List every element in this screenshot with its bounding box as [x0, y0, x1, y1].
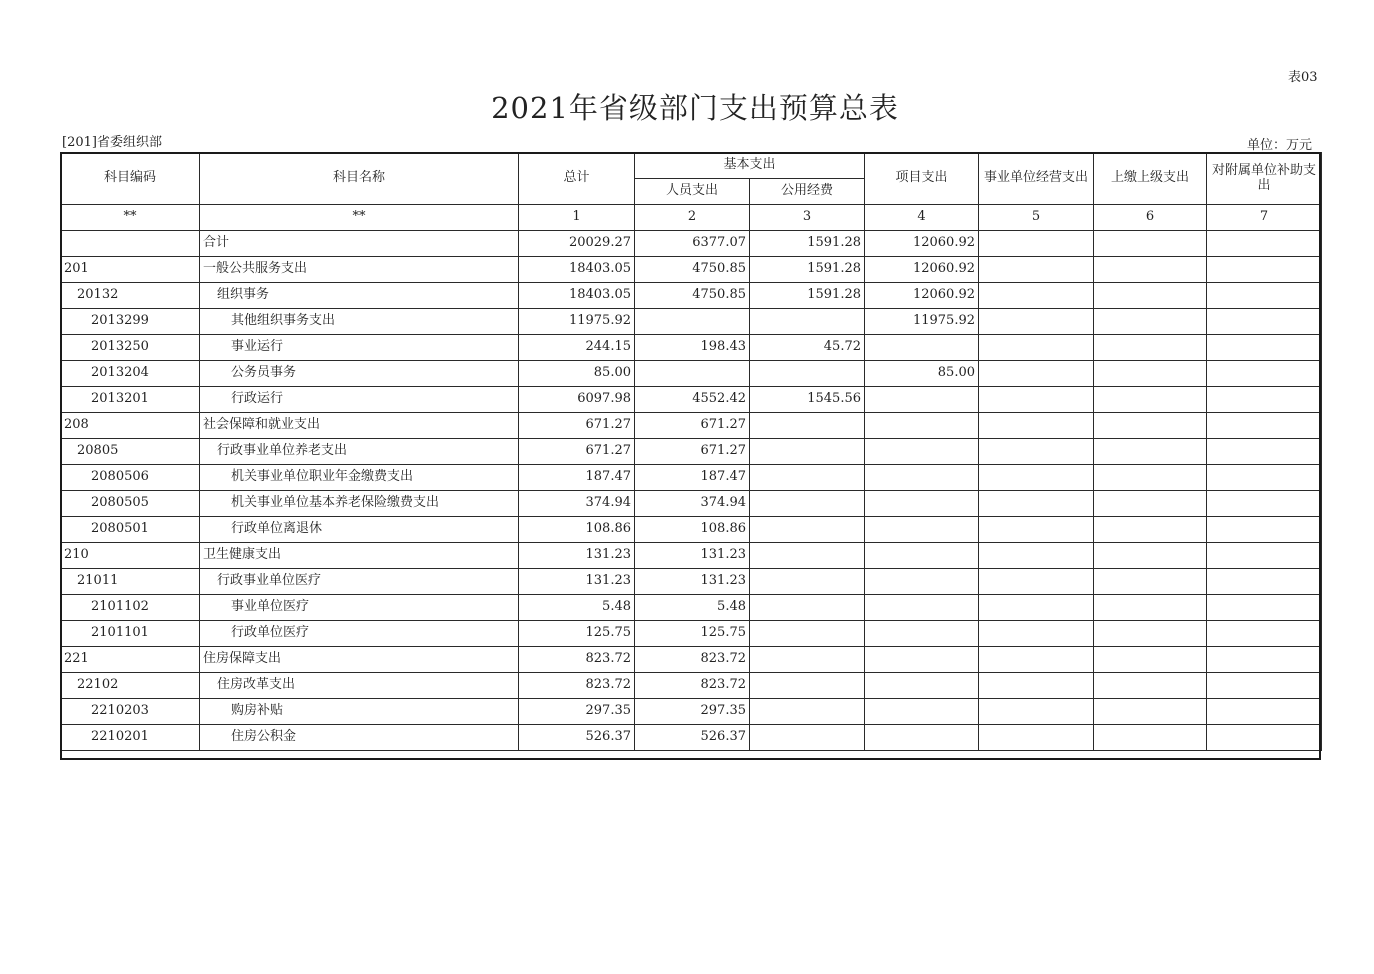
header-name: 科目名称 — [200, 153, 519, 205]
cell-name: 行政单位医疗 — [200, 621, 519, 647]
cell-personnel: 671.27 — [635, 439, 750, 465]
header-business: 事业单位经营支出 — [979, 153, 1094, 205]
cell-total: 18403.05 — [519, 283, 635, 309]
cell-code: 2210201 — [61, 725, 200, 751]
budget-table — [60, 152, 1322, 751]
cell-project: 85.00 — [865, 361, 979, 387]
cell-business — [979, 725, 1094, 751]
cell-upper — [1094, 699, 1207, 725]
cell-upper — [1094, 621, 1207, 647]
cell-personnel: 374.94 — [635, 491, 750, 517]
cell-public: 45.72 — [750, 335, 865, 361]
cell-business — [979, 517, 1094, 543]
cell-personnel: 4750.85 — [635, 283, 750, 309]
cell-business — [979, 621, 1094, 647]
cell-code: 2210203 — [61, 699, 200, 725]
cell-business — [979, 647, 1094, 673]
cell-upper — [1094, 569, 1207, 595]
cell-project — [865, 673, 979, 699]
cell-code: 221 — [61, 647, 200, 673]
table-row — [61, 517, 1322, 543]
cell-code: 2013204 — [61, 361, 200, 387]
cell-public: 1591.28 — [750, 231, 865, 257]
cell-total: 131.23 — [519, 543, 635, 569]
header-row-1 — [61, 153, 1322, 179]
cell-project — [865, 621, 979, 647]
cell-code: 208 — [61, 413, 200, 439]
cell-business — [979, 413, 1094, 439]
cell-project — [865, 595, 979, 621]
cell-subsidy — [1207, 257, 1322, 283]
cell-code — [61, 231, 200, 257]
cell-upper — [1094, 543, 1207, 569]
index-cell: 6 — [1094, 205, 1207, 231]
cell-business — [979, 595, 1094, 621]
cell-upper — [1094, 335, 1207, 361]
cell-subsidy — [1207, 517, 1322, 543]
cell-total: 374.94 — [519, 491, 635, 517]
cell-total: 526.37 — [519, 725, 635, 751]
cell-public — [750, 621, 865, 647]
cell-project — [865, 543, 979, 569]
cell-total: 823.72 — [519, 673, 635, 699]
table-row — [61, 491, 1322, 517]
cell-public — [750, 595, 865, 621]
cell-public: 1545.56 — [750, 387, 865, 413]
cell-subsidy — [1207, 309, 1322, 335]
cell-personnel: 823.72 — [635, 647, 750, 673]
cell-name: 购房补贴 — [200, 699, 519, 725]
table-row — [61, 361, 1322, 387]
cell-subsidy — [1207, 569, 1322, 595]
cell-public — [750, 647, 865, 673]
header-code: 科目编码 — [61, 153, 200, 205]
cell-name: 行政运行 — [200, 387, 519, 413]
cell-total: 187.47 — [519, 465, 635, 491]
index-cell: 3 — [750, 205, 865, 231]
cell-project: 11975.92 — [865, 309, 979, 335]
table-row — [61, 309, 1322, 335]
cell-name: 行政事业单位医疗 — [200, 569, 519, 595]
cell-subsidy — [1207, 361, 1322, 387]
cell-code: 2080506 — [61, 465, 200, 491]
cell-personnel: 671.27 — [635, 413, 750, 439]
header-project: 项目支出 — [865, 153, 979, 205]
index-cell: ** — [61, 205, 200, 231]
cell-project — [865, 569, 979, 595]
cell-upper — [1094, 673, 1207, 699]
cell-code: 21011 — [61, 569, 200, 595]
cell-public — [750, 361, 865, 387]
cell-code: 20805 — [61, 439, 200, 465]
cell-name: 事业单位医疗 — [200, 595, 519, 621]
cell-upper — [1094, 231, 1207, 257]
cell-subsidy — [1207, 231, 1322, 257]
table-row — [61, 231, 1322, 257]
cell-total: 11975.92 — [519, 309, 635, 335]
index-cell: 5 — [979, 205, 1094, 231]
table-row — [61, 621, 1322, 647]
cell-name: 组织事务 — [200, 283, 519, 309]
cell-name: 社会保障和就业支出 — [200, 413, 519, 439]
cell-public — [750, 543, 865, 569]
cell-subsidy — [1207, 491, 1322, 517]
cell-total: 823.72 — [519, 647, 635, 673]
cell-business — [979, 699, 1094, 725]
index-row — [61, 205, 1322, 231]
cell-name: 公务员事务 — [200, 361, 519, 387]
cell-personnel: 5.48 — [635, 595, 750, 621]
cell-total: 131.23 — [519, 569, 635, 595]
table-row — [61, 595, 1322, 621]
cell-personnel: 108.86 — [635, 517, 750, 543]
cell-public — [750, 465, 865, 491]
cell-subsidy — [1207, 725, 1322, 751]
table-row — [61, 335, 1322, 361]
table-row — [61, 257, 1322, 283]
cell-upper — [1094, 413, 1207, 439]
cell-business — [979, 309, 1094, 335]
cell-public — [750, 439, 865, 465]
header-total: 总计 — [519, 153, 635, 205]
cell-total: 671.27 — [519, 439, 635, 465]
table-row — [61, 647, 1322, 673]
table-row — [61, 283, 1322, 309]
table-row — [61, 673, 1322, 699]
table-row — [61, 465, 1322, 491]
cell-name: 一般公共服务支出 — [200, 257, 519, 283]
cell-name: 机关事业单位职业年金缴费支出 — [200, 465, 519, 491]
cell-project — [865, 517, 979, 543]
cell-name: 住房改革支出 — [200, 673, 519, 699]
table-row — [61, 569, 1322, 595]
cell-code: 20132 — [61, 283, 200, 309]
cell-business — [979, 439, 1094, 465]
cell-subsidy — [1207, 647, 1322, 673]
cell-business — [979, 465, 1094, 491]
cell-name: 住房公积金 — [200, 725, 519, 751]
cell-total: 125.75 — [519, 621, 635, 647]
cell-name: 事业运行 — [200, 335, 519, 361]
cell-subsidy — [1207, 413, 1322, 439]
cell-business — [979, 361, 1094, 387]
cell-total: 18403.05 — [519, 257, 635, 283]
cell-upper — [1094, 309, 1207, 335]
cell-code: 2080505 — [61, 491, 200, 517]
cell-upper — [1094, 387, 1207, 413]
table-row — [61, 543, 1322, 569]
table-row — [61, 387, 1322, 413]
cell-personnel: 823.72 — [635, 673, 750, 699]
cell-name: 住房保障支出 — [200, 647, 519, 673]
cell-total: 20029.27 — [519, 231, 635, 257]
cell-upper — [1094, 439, 1207, 465]
cell-subsidy — [1207, 595, 1322, 621]
cell-project — [865, 647, 979, 673]
cell-subsidy — [1207, 283, 1322, 309]
cell-project — [865, 439, 979, 465]
cell-business — [979, 257, 1094, 283]
cell-business — [979, 491, 1094, 517]
cell-project — [865, 335, 979, 361]
cell-public: 1591.28 — [750, 257, 865, 283]
table-row — [61, 725, 1322, 751]
cell-upper — [1094, 647, 1207, 673]
cell-total: 671.27 — [519, 413, 635, 439]
table-row — [61, 413, 1322, 439]
cell-project — [865, 465, 979, 491]
table-row — [61, 439, 1322, 465]
cell-business — [979, 335, 1094, 361]
cell-code: 2101101 — [61, 621, 200, 647]
cell-name: 卫生健康支出 — [200, 543, 519, 569]
cell-name: 行政事业单位养老支出 — [200, 439, 519, 465]
cell-upper — [1094, 595, 1207, 621]
cell-code: 2101102 — [61, 595, 200, 621]
cell-personnel: 4750.85 — [635, 257, 750, 283]
index-cell: 7 — [1207, 205, 1322, 231]
cell-project — [865, 725, 979, 751]
cell-subsidy — [1207, 673, 1322, 699]
cell-personnel: 187.47 — [635, 465, 750, 491]
header-upper: 上缴上级支出 — [1094, 153, 1207, 205]
cell-business — [979, 569, 1094, 595]
index-cell: 2 — [635, 205, 750, 231]
cell-code: 201 — [61, 257, 200, 283]
cell-business — [979, 387, 1094, 413]
cell-code: 210 — [61, 543, 200, 569]
index-cell: 4 — [865, 205, 979, 231]
cell-business — [979, 543, 1094, 569]
cell-personnel: 6377.07 — [635, 231, 750, 257]
cell-upper — [1094, 491, 1207, 517]
cell-public — [750, 517, 865, 543]
cell-public — [750, 491, 865, 517]
cell-total: 244.15 — [519, 335, 635, 361]
cell-personnel — [635, 309, 750, 335]
cell-upper — [1094, 361, 1207, 387]
cell-public — [750, 413, 865, 439]
cell-personnel: 198.43 — [635, 335, 750, 361]
unit-label: 单位：万元 — [1247, 138, 1313, 153]
cell-total: 6097.98 — [519, 387, 635, 413]
cell-name: 合计 — [200, 231, 519, 257]
cell-subsidy — [1207, 543, 1322, 569]
header-public: 公用经费 — [750, 179, 865, 205]
cell-name: 行政单位离退休 — [200, 517, 519, 543]
cell-public — [750, 569, 865, 595]
cell-code: 22102 — [61, 673, 200, 699]
cell-project — [865, 413, 979, 439]
cell-personnel: 526.37 — [635, 725, 750, 751]
cell-subsidy — [1207, 465, 1322, 491]
cell-subsidy — [1207, 335, 1322, 361]
cell-upper — [1094, 725, 1207, 751]
cell-business — [979, 673, 1094, 699]
cell-upper — [1094, 283, 1207, 309]
cell-subsidy — [1207, 439, 1322, 465]
cell-code: 2013201 — [61, 387, 200, 413]
cell-public — [750, 699, 865, 725]
cell-subsidy — [1207, 387, 1322, 413]
cell-project: 12060.92 — [865, 231, 979, 257]
cell-project: 12060.92 — [865, 283, 979, 309]
cell-business — [979, 283, 1094, 309]
cell-project: 12060.92 — [865, 257, 979, 283]
cell-total: 108.86 — [519, 517, 635, 543]
cell-public — [750, 725, 865, 751]
cell-total: 5.48 — [519, 595, 635, 621]
cell-name: 其他组织事务支出 — [200, 309, 519, 335]
document-title: 2021年省级部门支出预算总表 — [491, 91, 899, 125]
cell-upper — [1094, 517, 1207, 543]
cell-personnel: 131.23 — [635, 569, 750, 595]
cell-subsidy — [1207, 621, 1322, 647]
cell-project — [865, 699, 979, 725]
header-subsidy: 对附属单位补助支出 — [1207, 153, 1322, 205]
cell-total: 85.00 — [519, 361, 635, 387]
cell-subsidy — [1207, 699, 1322, 725]
table-row — [61, 699, 1322, 725]
cell-total: 297.35 — [519, 699, 635, 725]
table-number: 表03 — [1288, 70, 1318, 85]
cell-upper — [1094, 257, 1207, 283]
cell-public — [750, 673, 865, 699]
cell-upper — [1094, 465, 1207, 491]
cell-code: 2013299 — [61, 309, 200, 335]
cell-public — [750, 309, 865, 335]
cell-project — [865, 491, 979, 517]
cell-personnel: 4552.42 — [635, 387, 750, 413]
index-cell: ** — [200, 205, 519, 231]
cell-project — [865, 387, 979, 413]
header-basic: 基本支出 — [635, 153, 865, 179]
cell-business — [979, 231, 1094, 257]
cell-personnel — [635, 361, 750, 387]
header-personnel: 人员支出 — [635, 179, 750, 205]
cell-code: 2013250 — [61, 335, 200, 361]
cell-personnel: 125.75 — [635, 621, 750, 647]
index-cell: 1 — [519, 205, 635, 231]
department-label: [201]省委组织部 — [62, 135, 162, 150]
cell-name: 机关事业单位基本养老保险缴费支出 — [200, 491, 519, 517]
cell-personnel: 131.23 — [635, 543, 750, 569]
cell-public: 1591.28 — [750, 283, 865, 309]
cell-personnel: 297.35 — [635, 699, 750, 725]
cell-code: 2080501 — [61, 517, 200, 543]
